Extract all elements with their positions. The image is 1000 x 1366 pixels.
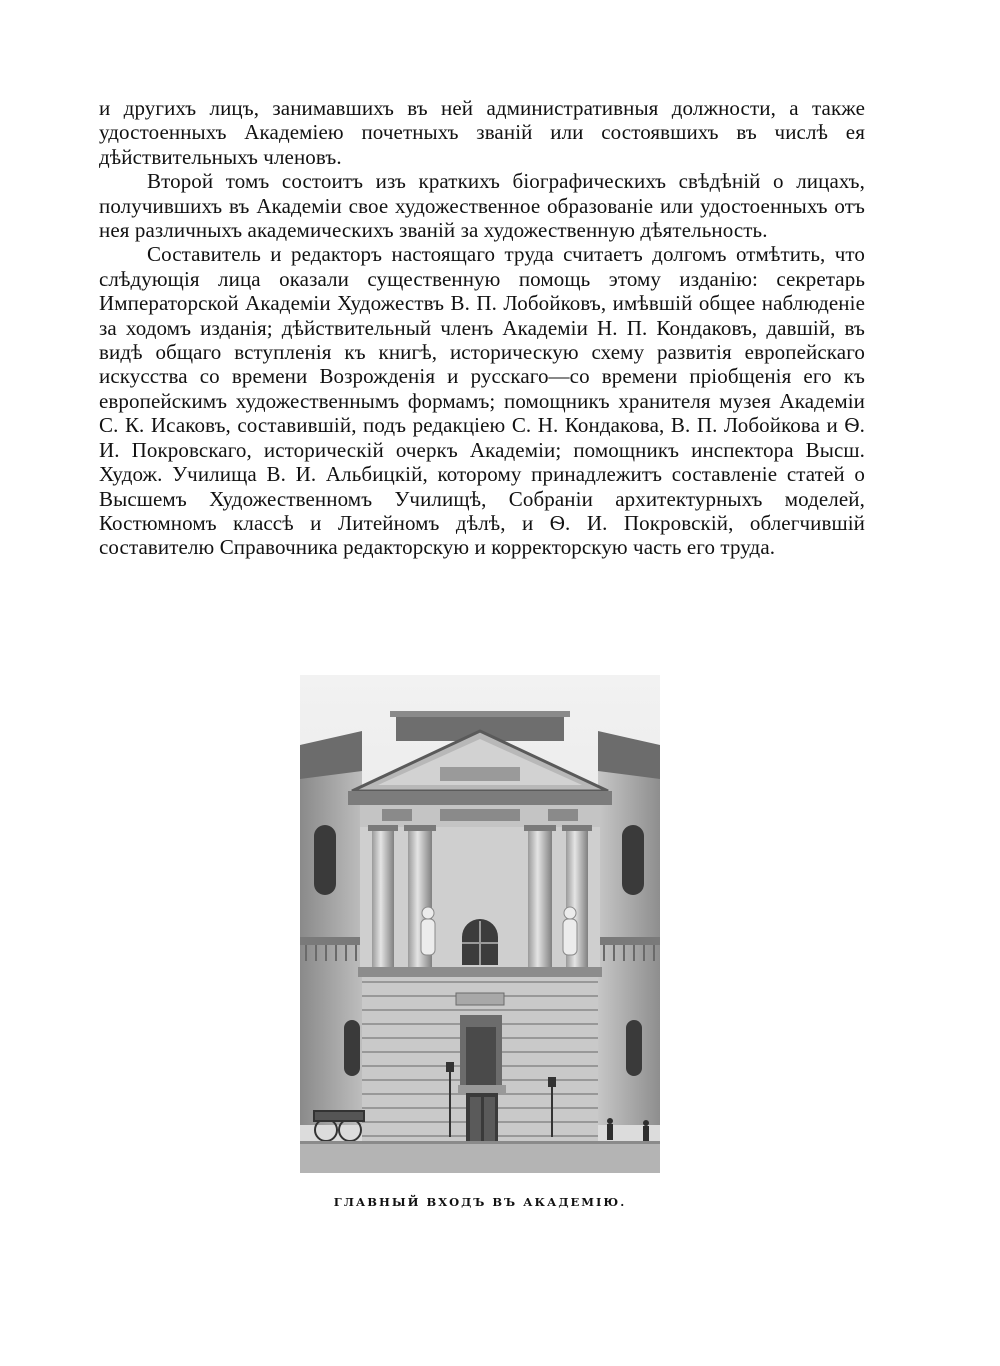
academy-entrance-photo: [300, 675, 660, 1173]
paragraph-2: Второй томъ состоитъ изъ краткихъ біографическихъ свѣдѣній о лицахъ, получившихъ въ Академіи свое художественное образованіе или удостоенныхъ отъ нея различныхъ академическихъ званій за художественную дѣятельность.: [99, 169, 865, 243]
paragraph-1: и другихъ лицъ, занимавшихъ въ ней административныя должности, а также удостоенныхъ Академіею почетныхъ званій или состоявшихъ въ числѣ ея дѣйствительныхъ членовъ.: [99, 96, 865, 169]
figure-caption: ГЛАВНЫЙ ВХОДЪ ВЪ АКАДЕМІЮ.: [333, 1195, 627, 1209]
body-text: [99, 96, 865, 560]
paragraph-3: Составитель и редакторъ настоящаго труда считаетъ долгомъ отмѣтить, что слѣдующія лица оказали существенную помощь этому изданію: секретарь Императорской Академіи Художествъ В. П. Лобойковъ, имѣвшій общее наблюденіе за ходомъ изданія; дѣйствительный членъ Академіи Н. П. Кондаковъ, давшій, въ видѣ общаго вступленія къ книгѣ, историческую схему развитія европейскаго искусства со времени Возрожденія и русскаго—со времени пріобщенія его къ европейскимъ художественнымъ формамъ; помощникъ хранителя музея Академіи С. К. Исаковъ, составившій, подъ редакціею С. Н. Кондакова, В. П. Лобойкова и Ѳ. И. Покровскаго, историческій очеркъ Академіи; помощникъ инспектора Высш. Худож. Училища В. И. Альбицкій, которому принадлежитъ составленіе статей о Высшемъ Художественномъ Училищѣ, Собраніи архитектурныхъ моделей, Костюмномъ классѣ и Литейномъ дѣлѣ, и Ѳ. И. Покровскій, облегчившій составителю Справочника редакторскую и корректорскую часть его труда.: [99, 242, 865, 560]
